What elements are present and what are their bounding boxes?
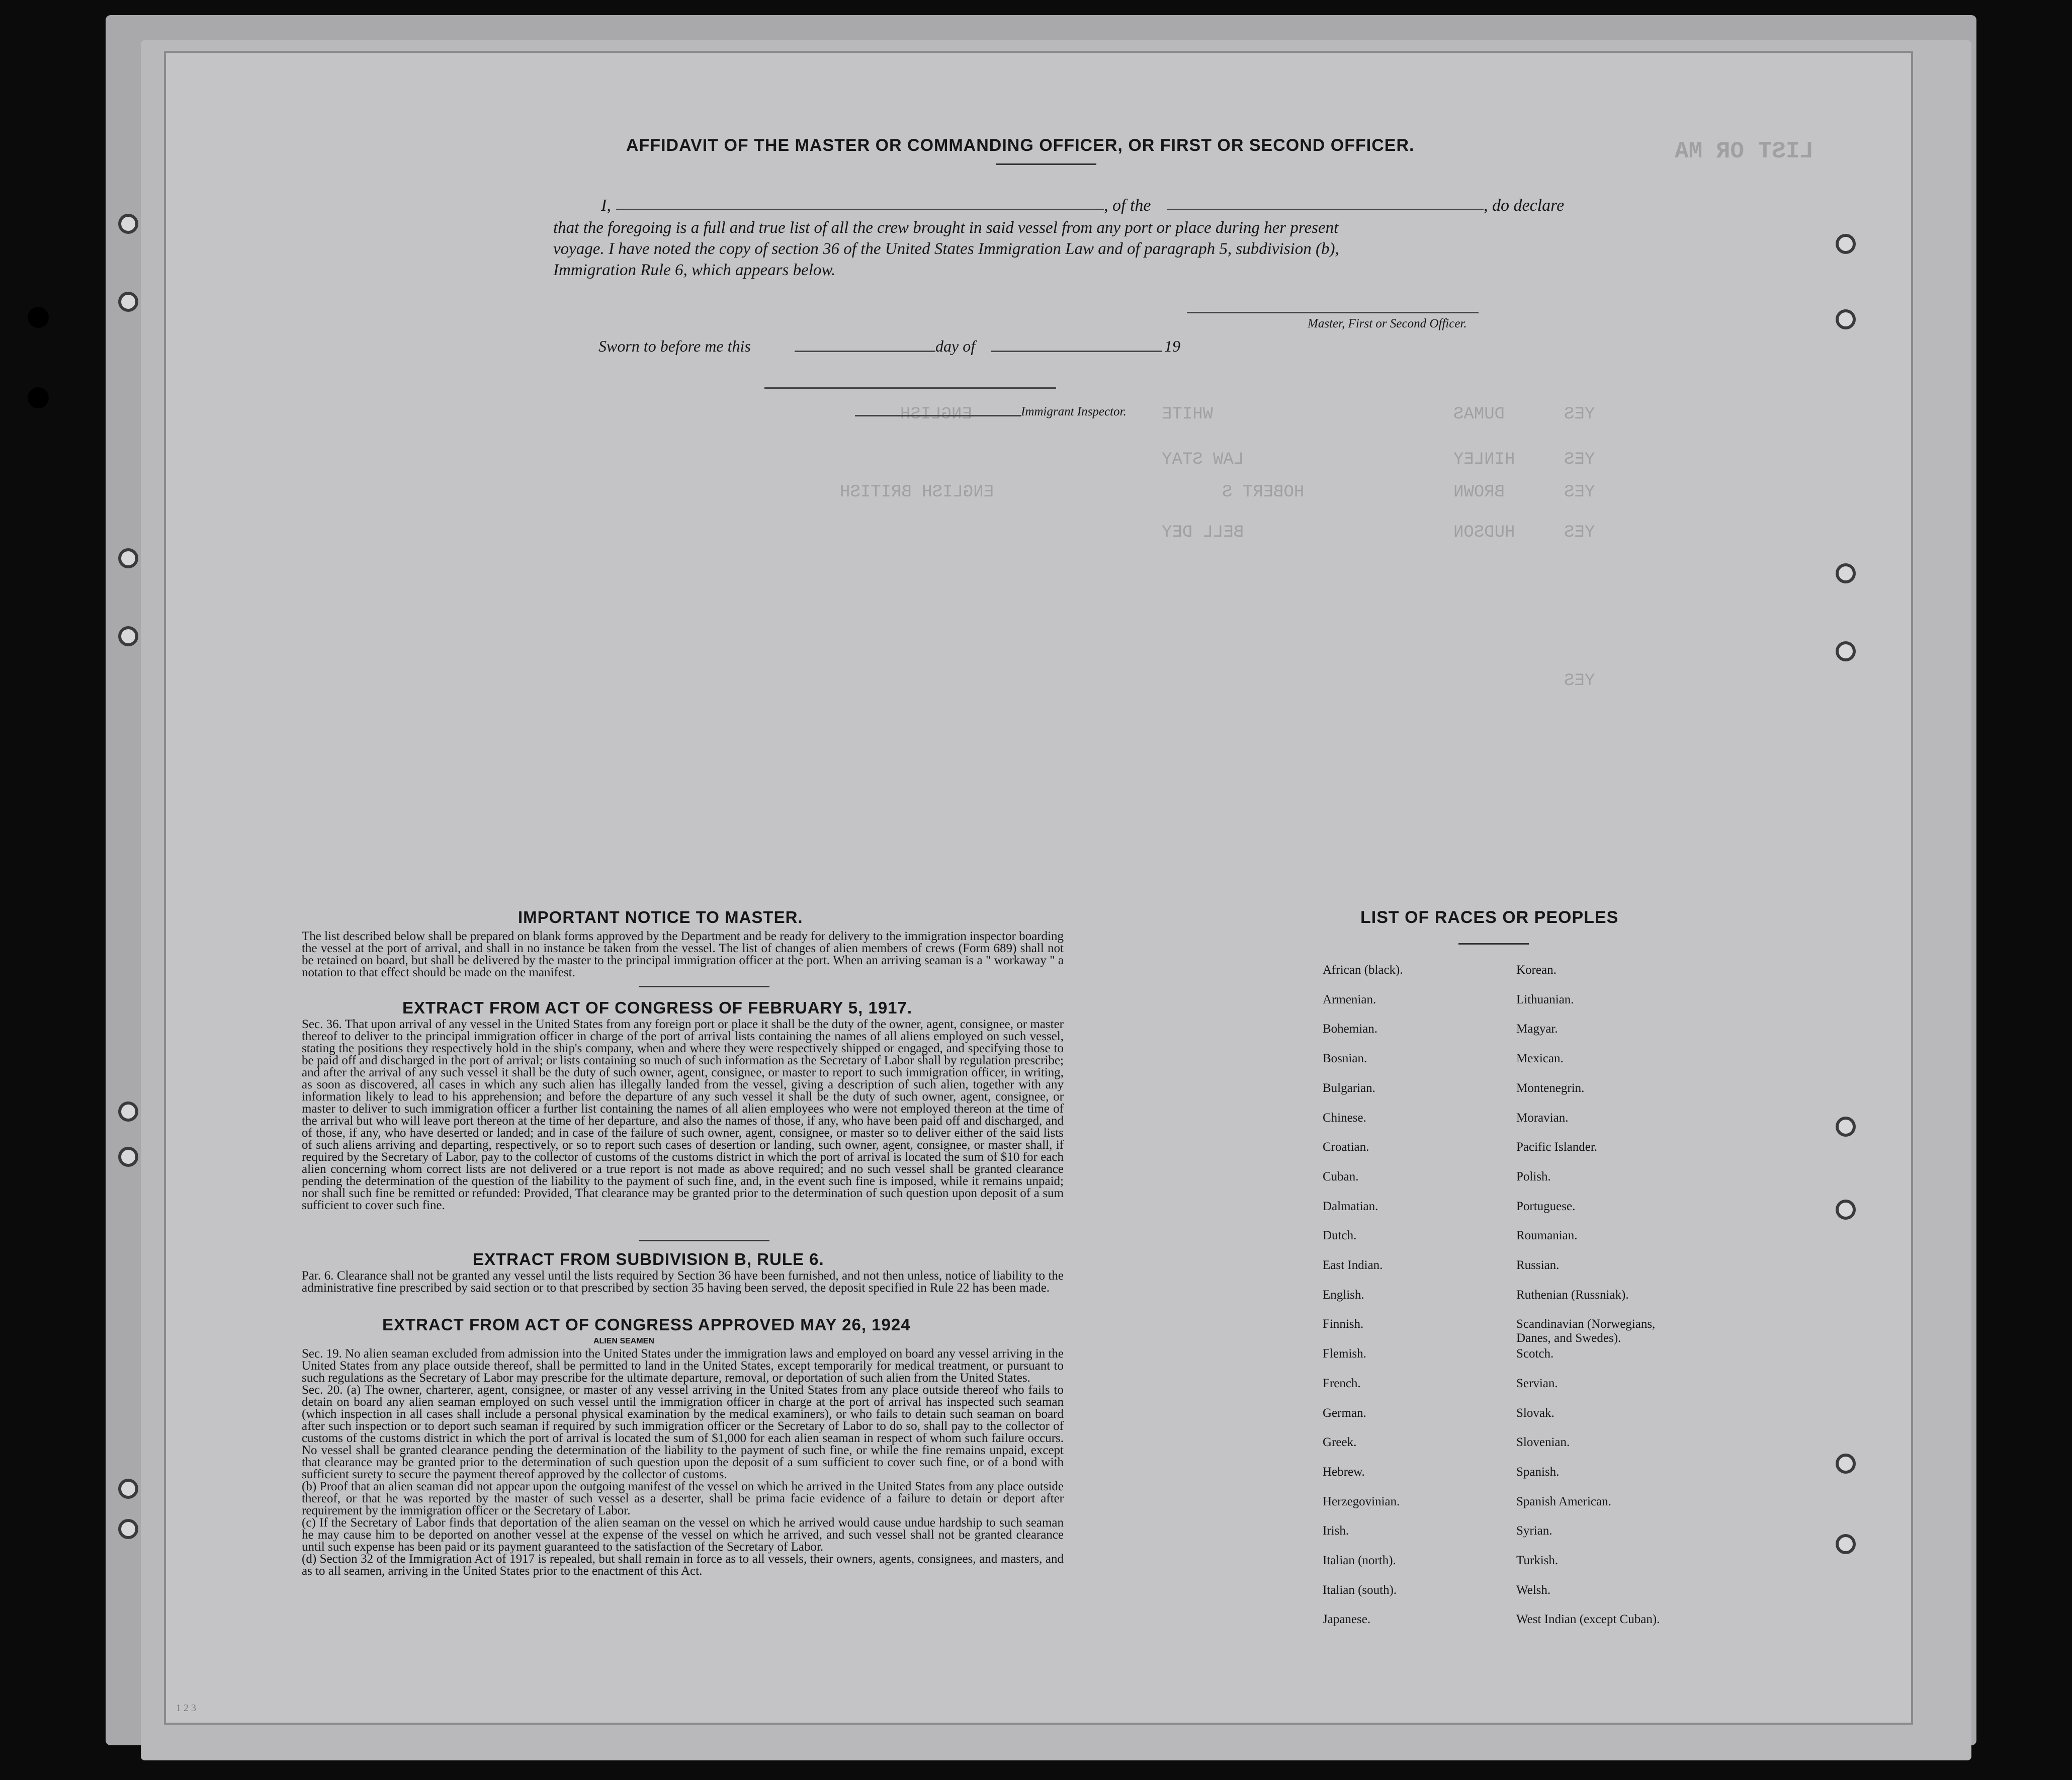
binder-ring-hole (118, 292, 138, 312)
race-item: Dalmatian. (1323, 1199, 1378, 1213)
page-hole (1836, 641, 1856, 661)
race-item: Bosnian. (1323, 1052, 1367, 1066)
race-item: Greek. (1323, 1435, 1357, 1450)
race-item: English. (1323, 1288, 1364, 1302)
races-title: LIST OF RACES OR PEOPLES (1360, 908, 1619, 927)
footer-mark: 1 2 3 (176, 1703, 196, 1714)
extract-1924-title: EXTRACT FROM ACT OF CONGRESS APPROVED MAY 26, 1924 (382, 1315, 911, 1334)
page-hole (1836, 1454, 1856, 1474)
race-item: Scandinavian (Norwegians, Danes, and Swedes). (1516, 1317, 1656, 1345)
bleed-through-row: YES (1564, 523, 1595, 542)
race-item: Polish. (1516, 1169, 1551, 1183)
affidavit-title: AFFIDAVIT OF THE MASTER OR COMMANDING OFFICER, OR FIRST OR SECOND OFFICER. (626, 136, 1415, 155)
binder-ring-hole (118, 626, 138, 646)
master-signature-label: Master, First or Second Officer. (1308, 317, 1467, 330)
master-signature-field[interactable] (1187, 312, 1479, 313)
race-item: Slovak. (1516, 1406, 1555, 1420)
race-item: Herzegovinian. (1323, 1494, 1400, 1508)
bleed-through-cell: DUMAS (1453, 405, 1505, 424)
race-item: West Indian (except Cuban). (1516, 1613, 1660, 1627)
day-of-label: day of (935, 337, 976, 355)
bleed-through-cell: ENGLISH (900, 405, 972, 424)
bleed-through-cell: WHITE (1162, 405, 1214, 424)
page-hole (1836, 1117, 1856, 1137)
race-item: German. (1323, 1406, 1366, 1420)
inspector-signature-field-2[interactable] (855, 415, 1021, 416)
race-item: Cuban. (1323, 1169, 1359, 1183)
race-item: Flemish. (1323, 1347, 1366, 1361)
race-item: Bulgarian. (1323, 1081, 1375, 1095)
race-item: Bohemian. (1323, 1022, 1378, 1036)
bleed-through-cell: BELL DEY (1162, 523, 1244, 542)
race-item: African (black). (1323, 963, 1403, 977)
bleed-through-cell: HINLEY (1453, 450, 1515, 469)
race-item: Armenian. (1323, 992, 1376, 1006)
affidavit-of-the: , of the (1104, 196, 1151, 215)
page-hole (1836, 1200, 1856, 1220)
race-item: Roumanian. (1516, 1229, 1578, 1243)
extract-rule6-body: Par. 6. Clearance shall not be granted any vessel until the lists required by Section 36 have been furnished, and not then unless, notice of liability to the administrative fine prescribed by said section or to that prescribed by section 35 having been served, the deposit specified in Rule 22 has been made. (302, 1269, 1064, 1295)
race-item: Spanish American. (1516, 1494, 1611, 1508)
notice-rule (639, 986, 769, 987)
year-label: 19 (1164, 337, 1180, 355)
race-item: Finnish. (1323, 1317, 1364, 1331)
race-item: Ruthenian (Russniak). (1516, 1288, 1629, 1302)
race-item: Dutch. (1323, 1229, 1357, 1243)
affidavit-rule (996, 163, 1096, 165)
race-item: Italian (south). (1323, 1583, 1397, 1597)
extract-1924-subtitle: ALIEN SEAMEN (593, 1337, 654, 1345)
race-item: French. (1323, 1376, 1361, 1390)
race-item: Japanese. (1323, 1613, 1371, 1627)
races-list (1323, 963, 1775, 1642)
bleed-through-row: YES (1564, 671, 1595, 691)
binder-hole-dot (28, 387, 49, 408)
race-item: Servian. (1516, 1376, 1558, 1390)
extract-1917-title: EXTRACT FROM ACT OF CONGRESS OF FEBRUARY 5, 1917. (402, 998, 913, 1017)
race-item: Magyar. (1516, 1022, 1558, 1036)
extract-1917-body: Sec. 36. That upon arrival of any vessel in the United States from any foreign port or place it shall be the duty of the owner, agent, consignee, or master thereof to deliver to the principal immigration officer in charge of the port of arrival lists containing the names of all aliens employed on such vessel, stating the positions they respectively hold in the ship's company, when and where they were respectively shipped or engaged, and specifying those to be paid off and discharged in the port of arrival; or lists containing so much of such information as the Secretary of Labor shall by regulation prescribe; and after the arrival of any such vessel it shall be the duty of such owner, agent, consignee, or master to report to such immigration officer, in writing, as soon as discovered, all cases in which any such alien has illegally landed from the vessel, giving a description of such alien, together with any information likely to lead to his apprehension; and before the departure of any such vessel it shall be the duty of such owner, agent, consignee, or master to deliver to such immigration officer a further list containing the names of all alien employees who were not employed thereon at the time of the arrival but who will leave port thereon at the time of her departure, and also the names of those, if any, who have been paid off and discharged, and of those, if any, who have deserted or landed; and in case of the failure of such owner, agent, consignee, or master so to deliver either of the said lists of such aliens arriving and departing, respectively, or so to report such cases of desertion or landing, such owner, agent, consignee, or master shall, if required by the Secretary of Labor, pay to the collector of customs of the customs district in which the port of arrival is located the sum of $10 for each alien concerning whom correct lists are not delivered or a true report is not made as above required; and no such vessel shall be granted clearance pending the determination of the question of the liability to the payment of such fine, and, in the event such fine is imposed, while it remains unpaid; nor shall such fine be remitted or refunded: Provided, That clearance may be granted prior to the determination of such question upon deposit of a sum sufficient to cover such fine. (302, 1018, 1064, 1212)
page-hole (1836, 1534, 1856, 1554)
vessel-name-field[interactable] (1167, 209, 1484, 210)
race-item: Pacific Islander. (1516, 1140, 1598, 1154)
page-hole (1836, 309, 1856, 329)
race-item: Italian (north). (1323, 1554, 1396, 1567)
extract-1917-rule (639, 1240, 769, 1241)
binder-ring-hole (118, 1479, 138, 1499)
binder-ring-hole (118, 1147, 138, 1167)
manifest-page (166, 53, 1911, 1723)
affidavit-line2: voyage. I have noted the copy of section 36 of the United States Immigration Law and of paragraph 5, subdivision (b), (553, 240, 1339, 258)
binder-ring-hole (118, 548, 138, 568)
race-item: Scotch. (1516, 1347, 1554, 1361)
bleed-through-row: YES (1564, 450, 1595, 469)
extract-1924-body: Sec. 19. No alien seaman excluded from admission into the United States under the immigration laws and employed on board any vessel arriving in the United States from any place outside thereof, shall be permitted to land in the United States, except temporarily for medical treatment, or pursuant to such regulations as the Secretary of Labor may prescribe for the ultimate departure, removal, or deportation of such alien from the United States. Sec. 20. (a) The owner, charterer, agent, consignee, or master of any vessel arriving in the United States from any place outside thereof who fails to detain on board any alien seaman employed on such vessel until the immigration officer in charge at the port of arrival has inspected such seaman (which inspection in all cases shall include a personal physical examination by the medical examiners), or who fails to detain such seaman on board after such inspection or to deport such seaman if required by such immigration officer or the Secretary of Labor to do so, shall pay to the collector of customs of the customs district in which the port of arrival is located the sum of $1,000 for each alien seaman in respect of whom such failure occurs. No vessel shall be granted clearance pending the determination of the liability to the payment of such fine, or while the fine remains unpaid, except that clearance may be granted prior to the determination of such question upon the deposit of a sum sufficient to cover such fine, or of a bond with sufficient surety to secure the payment thereof approved by the collector of customs. (b) Proof that an alien seaman did not appear upon the outgoing manifest of the vessel on which he arrived in the United States from any place outside thereof, or that he was reported by the master of such vessel as a deserter, shall be prima facie evidence of a failure to detain or deport after requirement by the immigration officer or the Secretary of Labor. (c) If the Secretary of Labor finds that deportation of the alien seaman on the vessel on which he arrived would cause undue hardship to such seaman he may cause him to be deported on another vessel at the expense of the vessel on which he arrived, and such vessel shall not be granted clearance until such expense has been paid or its payment guaranteed to the satisfaction of the Secretary of Labor. (d) Section 32 of the Immigration Act of 1917 is repealed, but shall remain in force as to all vessels, their owners, agents, consignees, and masters, and as to all seamen, arriving in the United States prior to the enactment of this Act. (302, 1347, 1064, 1578)
affidavit-line1: that the foregoing is a full and true list of all the crew brought in said vessel from any port or place during her present (553, 219, 1339, 237)
race-item: Montenegrin. (1516, 1081, 1585, 1095)
inspector-signature-field[interactable] (764, 387, 1056, 389)
race-item: Moravian. (1516, 1111, 1569, 1125)
races-rule (1458, 943, 1529, 945)
page-hole (1836, 234, 1856, 254)
bleed-through-cell: HUDSON (1453, 523, 1515, 542)
race-item: Chinese. (1323, 1111, 1366, 1125)
inspector-label: Immigrant Inspector. (1021, 405, 1127, 418)
binder-ring-hole (118, 1101, 138, 1122)
race-item: Korean. (1516, 963, 1557, 977)
race-item: Slovenian. (1516, 1435, 1570, 1450)
race-item: Croatian. (1323, 1140, 1369, 1154)
master-name-field[interactable] (616, 209, 1104, 210)
race-item: Portuguese. (1516, 1199, 1576, 1213)
binder-hole-dot (28, 307, 49, 328)
affidavit-i-label: I, (601, 196, 611, 215)
page-hole (1836, 563, 1856, 583)
race-item: Irish. (1323, 1524, 1349, 1538)
affidavit-line3: Immigration Rule 6, which appears below. (553, 261, 836, 279)
sworn-label: Sworn to before me this (598, 337, 751, 355)
binder-ring-hole (118, 214, 138, 234)
notice-body: The list described below shall be prepared on blank forms approved by the Department and be ready for delivery to the immigration inspector boarding the vessel at the port of arrival, and shall in no instance be taken from the vessel. The list of changes of alien members of crews (Form 689) shall not be retained on board, but shall be delivered by the master to the principal immigration officer at the port. When an arriving seaman is a " workaway " a notation to that effect should be made on the manifest. (302, 929, 1064, 979)
race-item: Welsh. (1516, 1583, 1551, 1597)
bleed-through-cell: ENGLISH BRITISH (840, 483, 994, 502)
extract-rule6-title: EXTRACT FROM SUBDIVISION B, RULE 6. (473, 1250, 824, 1268)
race-item: Mexican. (1516, 1052, 1564, 1066)
bleed-through-title: LIST OR MA (1675, 138, 1814, 164)
race-item: Spanish. (1516, 1465, 1560, 1479)
bleed-through-cell: HOBERT S (1222, 483, 1305, 502)
bleed-through-cell: BROWN (1453, 483, 1505, 502)
race-item: Hebrew. (1323, 1465, 1365, 1479)
sworn-day-field[interactable] (795, 351, 935, 352)
affidavit-declare: , do declare (1484, 196, 1565, 215)
bleed-through-row: YES (1564, 483, 1595, 502)
race-item: Russian. (1516, 1258, 1560, 1272)
race-item: East Indian. (1323, 1258, 1383, 1272)
binder-ring-hole (118, 1519, 138, 1539)
bleed-through-row: YES (1564, 405, 1595, 424)
notice-title: IMPORTANT NOTICE TO MASTER. (518, 908, 803, 926)
bleed-through-cell: LAW STAY (1162, 450, 1244, 469)
race-item: Syrian. (1516, 1524, 1552, 1538)
sworn-month-field[interactable] (991, 351, 1162, 352)
race-item: Lithuanian. (1516, 992, 1574, 1006)
race-item: Turkish. (1516, 1554, 1559, 1567)
